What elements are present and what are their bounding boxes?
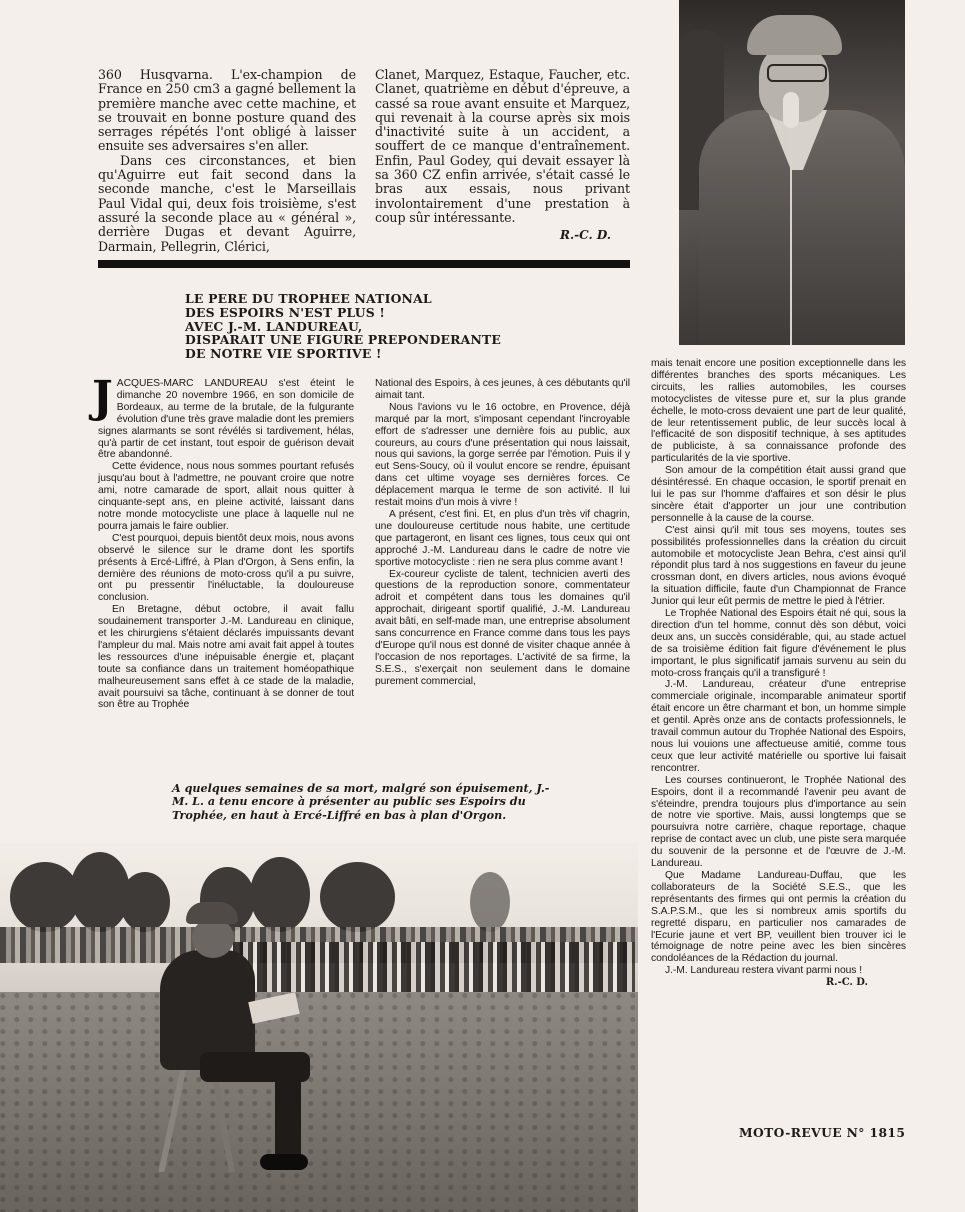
- paragraph: C'est pourquoi, depuis bientôt deux mois, nous avons observé le silence sur le drame dont les sportifs présents à Ercé-Liffré, à Plan d'Orgon, à Sens enfin, la dernière des réunions de moto-cross qu'il a pu suivre, ont pu pressentir l'inéluctable, la douloureuse conclusion.: [98, 532, 354, 604]
- paragraph: En Bretagne, début octobre, il avait fallu soudainement transporter J.-M. Landureau en clinique, et les chirurgiens s'étaient déclarés impuissants devant l'ampleur du mal. Mais notre ami avait fait appel à toutes les ressources d'une inépuisable énergie et, plaçant toute sa confiance dans un traitement homéopathique malheureusement sans effet à ce stade de la maladie, avait poursuivi sa tâche, continuant à se donner de tout son être au Trophée: [98, 604, 354, 711]
- paragraph: JACQUES-MARC LANDUREAU s'est éteint le dimanche 20 novembre 1966, en son domicile de Bordeaux, au terme de la brutale, de la fulgurante évolution d'une très grave maladie dont les premiers signes alarmants se sont révélés si tardivement, hélas, qu'à partir de cet instant, tout espoir de guérison devait être abandonné.: [92, 372, 354, 461]
- microphone-icon: [783, 92, 799, 128]
- paragraph: Clanet, Marquez, Estaque, Faucher, etc. Clanet, quatrième en début d'épreuve, a cassé sa roue avant ensuite et Marquez, qui revenait à la course après six mois d'inactivité suite à un accident, a souffert de ce manque d'entraînement. Enfin, Paul Godey, qui devait essayer là sa 360 CZ enfin arrivée, s'était cassé le bras aux essais, nous privant involontairement d'une prestation à coup sûr intéressante.: [375, 67, 630, 225]
- article-signature: R.-C. D.: [825, 977, 868, 989]
- seated-man: [160, 902, 310, 1182]
- paragraph: Cette évidence, nous nous sommes pourtant refusés jusqu'au bout à l'admettre, ne pouvant croire que notre ami, notre camarade de sport, allait nous quitter à cinquante-sept ans, en pleine activité, laissant dans notre monde motocycliste une place à laquelle nul ne pourra jamais le faire oublier.: [98, 461, 354, 532]
- headline-line: DES ESPOIRS N'EST PLUS !: [185, 304, 386, 320]
- article-column-b: [375, 378, 630, 688]
- photo-caption: A quelques semaines de sa mort, malgré son épuisement, J.-M. L. a tenu encore à présenter au public ses Espoirs du Trophée, en haut à Ercé-Liffré en bas à plan d'Orgon.: [172, 781, 550, 822]
- portrait-photo: [679, 0, 905, 345]
- headline-line: LE PERE DU TROPHEE NATIONAL: [185, 291, 432, 306]
- race-photo: [0, 842, 638, 1212]
- article-headline: [185, 292, 585, 361]
- paragraph: Ex-coureur cycliste de talent, technicien averti des questions de la reproduction sonore, commentateur adroit et compétent dans tous les domaines qu'il approchait, dirigeant sportif qualifié, J.-M. Landureau avait bâti, en self-made man, une entreprise absolument sans concurrence en France comme dans tous les pays d'Europe qu'il nous est donné de visiter chaque année à l'occasion de nos reportages. L'activité de sa firme, la S.E.S., s'exerçait non seulement dans le domaine purement commercial,: [375, 568, 630, 687]
- headline-line: AVEC J.-M. LANDUREAU,: [185, 318, 363, 334]
- headline-line: DE NOTRE VIE SPORTIVE !: [185, 346, 382, 362]
- top-column-middle: [375, 68, 630, 225]
- paragraph: Les courses continueront, le Trophée National des Espoirs, dont il a recommandé l'avenir peu avant de s'éteindre, prendra toujours plus d'importance au sein de notre vie sportive. Mais, aussi longtemps que se poursuivra notre carrière, chaque reportage, chaque reprise de contact avec un club, une piste sera marquée du souvenir de la personne et de l'œuvre de J.-M. Landureau.: [651, 774, 906, 870]
- paragraph: Son amour de la compétition était aussi grand que désintéressé. En chaque occasion, le sportif prenait en lui le pas sur l'homme d'affaires et son désir le plus sincère était d'apporter un jour une contribution personnelle à la cause de la course.: [651, 465, 906, 524]
- headline-line: DISPARAIT UNE FIGURE PREPONDERANTE: [185, 332, 502, 348]
- paragraph: mais tenait encore une position exceptionnelle dans les différentes branches des sports mécaniques. Les circuits, les rallies automobiles, les courses motocyclistes de vitesse pure et, sur la plus grande échelle, le moto-cross devaient une part de leur qualité, de leur retentissement public, de leur succès local à l'efficacité de son dispositif technique, à ses aptitudes de publiciste, à sa connaissance profonde des particularités de la vie sportive.: [651, 358, 906, 465]
- article-column-a: [92, 372, 354, 711]
- paragraph: Nous l'avions vu le 16 octobre, en Provence, déjà marqué par la mort, s'imposant cependant l'incroyable effort de s'adresser une dernière fois au public, aux coureurs, au cours d'une présentation qui nous laissait, nous qui savions, la gorge serrée par l'émotion. Puis il y eut Sens-Soucy, où il voulut encore se rendre, épuisant dans cet ultime voyage ses dernières forces. Ce déplacement marqua le terme de son activité. Il lui restait moins d'un mois à vivre !: [375, 401, 630, 509]
- paragraph: J.-M. Landureau, créateur d'une entreprise commerciale originale, incomparable animateur sportif était encore un être charmant et bon, un homme simple et gentil. Après onze ans de contacts professionnels, le travail commun autour du Trophée National des Espoirs, nous lui vouions une affectueuse amitié, comme tous ceux que leur activité matérielle ou sportive lui faisait rencontrer.: [651, 679, 906, 774]
- paragraph: National des Espoirs, à ces jeunes, à ces débutants qu'il aimait tant.: [375, 378, 630, 401]
- paragraph: J.-M. Landureau restera vivant parmi nous !: [665, 965, 863, 977]
- divider-rule: [98, 260, 630, 268]
- top-signature: R.-C. D.: [560, 228, 611, 242]
- article-column-c: [651, 358, 906, 989]
- drop-cap: J: [92, 372, 113, 423]
- paragraph: Le Trophée National des Espoirs était né qui, sous la direction d'un tel homme, connut dès son début, voici deux ans, un succès considérable, qui, au stade actuel de sa troisième édition fait figure d'événement le plus important, le plus significatif jamais survenu au sein du moto-cross français qu'il a transfiguré !: [651, 608, 906, 679]
- paragraph: A présent, c'est fini. Et, en plus d'un très vif chagrin, une douloureuse certitude nous habite, une certitude que partageront, en lisant ces lignes, tous ceux qui ont approché J.-M. Landureau dans le cadre de notre vie sportive motocycliste : rien ne sera plus comme avant !: [375, 508, 630, 568]
- paragraph: Que Madame Landureau-Duffau, que les collaborateurs de la Société S.E.S., que les représentants des firmes qui ont permis la création du S.A.P.S.M., que les si nombreux amis sportifs du regretté disparu, en particulier nos camarades de l'Ecurie jaune et vert BP, veuillent bien trouver ici le témoignage de notre peine avec les bien sincères condoléances de la Rédaction du journal.: [651, 869, 906, 965]
- top-column-left: [98, 68, 356, 254]
- paragraph: C'est ainsi qu'il mit tous ses moyens, toutes ses possibilités professionnelles dans la création du circuit automobile et motocycliste Jean Behra, c'est ainsi qu'il répondit plus tard à nos suggestions en faveur du jeune crossman dont, en divers articles, nous avions évoqué la situation difficile, faute d'un Championnat de France Junior qui leur eût permis de mettre le pied à l'étrier.: [651, 524, 906, 608]
- paragraph: 360 Husqvarna. L'ex-champion de France en 250 cm3 a gagné bellement la première manche avec cette machine, et se trouvait en bonne posture quand des serrages répétés l'ont obligé à laisser ensuite ses adversaires s'en aller.: [98, 67, 356, 154]
- page-footer: MOTO-REVUE N° 1815: [739, 1125, 906, 1140]
- paragraph: Dans ces circonstances, et bien qu'Aguirre eut fait second dans la seconde manche, c'est le Marseillais Paul Vidal qui, deux fois troisième, s'est assuré la seconde place au « général », derrière Dugas et devant Aguirre, Darmain, Pellegrin, Clérici,: [98, 152, 356, 254]
